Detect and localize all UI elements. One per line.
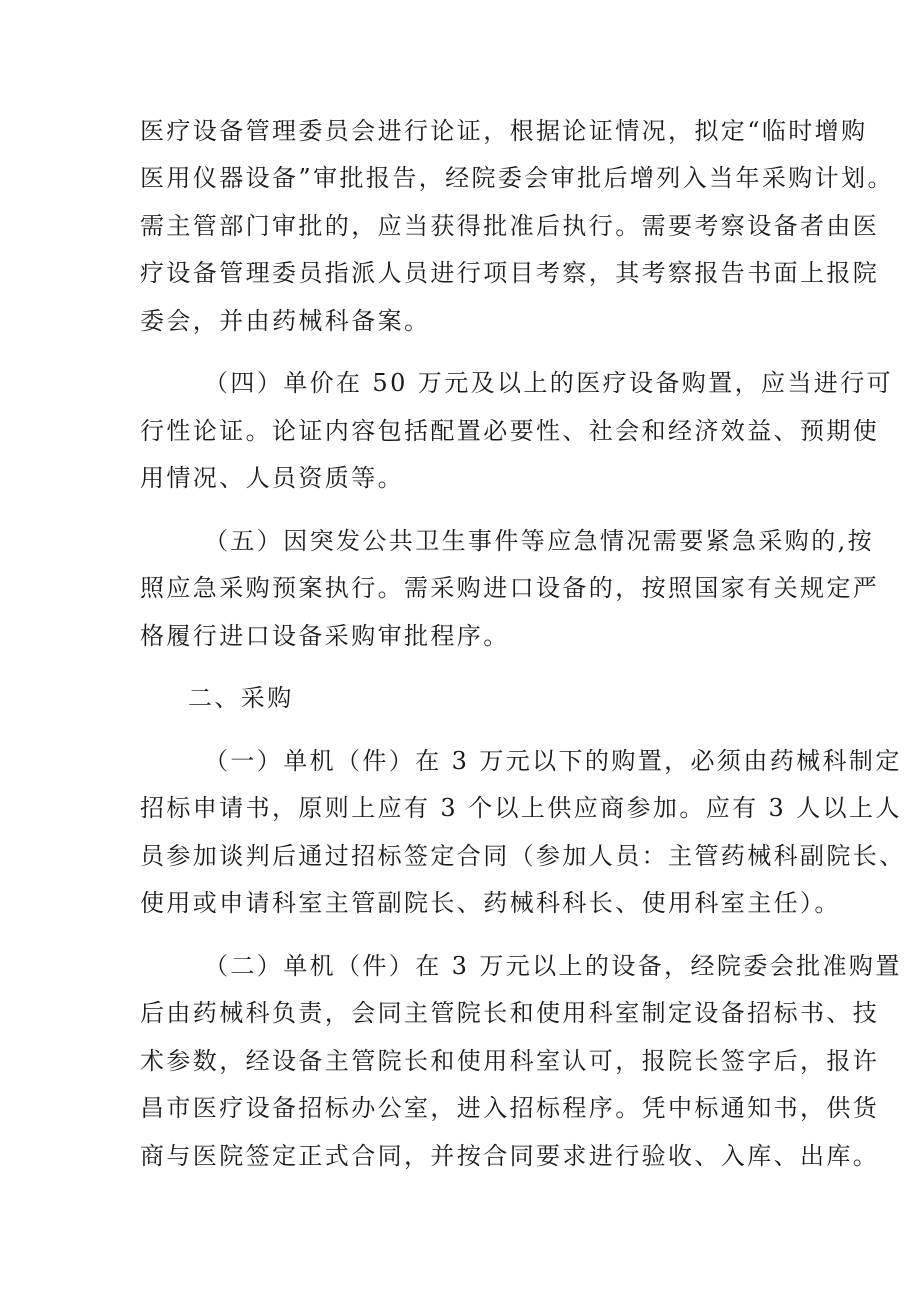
section-heading: 二、采购 (188, 684, 294, 712)
paragraph-4-line-1: （一）单机（件）在 3 万元以下的购置，必须由药械科制定 (204, 747, 902, 775)
paragraph-3-line-3: 格履行进口设备采购审批程序。 (140, 622, 510, 650)
paragraph-5-line-5: 商与医院签定正式合同，并按合同要求进行验收、入库、出库。 (140, 1142, 880, 1170)
paragraph-3-line-1: （五）因突发公共卫生事件等应急情况需要紧急采购的,按 (204, 527, 875, 555)
paragraph-4-line-4: 使用或申请科室主管副院长、药械科科长、使用科室主任）。 (140, 889, 841, 917)
paragraph-4-line-2: 招标申请书，原则上应有 3 个以上供应商参加。应有 3 人以上人 (140, 794, 902, 822)
paragraph-5-line-4: 昌市医疗设备招标办公室，进入招标程序。凭中标通知书，供货 (140, 1094, 880, 1122)
paragraph-5-line-3: 术参数，经设备主管院长和使用科室认可，报院长签字后，报许 (140, 1047, 880, 1075)
paragraph-1-line-3: 需主管部门审批的，应当获得批准后执行。需要考察设备者由医 (140, 212, 880, 240)
paragraph-5-line-1: （二）单机（件）在 3 万元以上的设备，经院委会批准购置 (204, 952, 902, 980)
paragraph-1-line-2: 医用仪器设备”审批报告，经院委会审批后增列入当年采购计划。 (140, 164, 894, 192)
paragraph-1-line-1: 医疗设备管理委员会进行论证，根据论证情况，拟定“临时增购 (140, 117, 868, 145)
paragraph-4-line-3: 员参加谈判后通过招标签定合同（参加人员：主管药械科副院长、 (140, 842, 906, 870)
paragraph-1-line-4: 疗设备管理委员指派人员进行项目考察，其考察报告书面上报院 (140, 259, 880, 287)
paragraph-2-line-1: （四）单价在 50 万元及以上的医疗设备购置，应当进行可 (204, 369, 893, 397)
paragraph-1-line-5: 委会，并由药械科备案。 (140, 307, 431, 335)
paragraph-2-line-2: 行性论证。论证内容包括配置必要性、社会和经济效益、预期使 (140, 417, 880, 445)
paragraph-3-line-2: 照应急采购预案执行。需采购进口设备的，按照国家有关规定严 (140, 574, 880, 602)
paragraph-2-line-3: 用情况、人员资质等。 (140, 464, 404, 492)
paragraph-5-line-2: 后由药械科负责，会同主管院长和使用科室制定设备招标书、技 (140, 999, 880, 1027)
